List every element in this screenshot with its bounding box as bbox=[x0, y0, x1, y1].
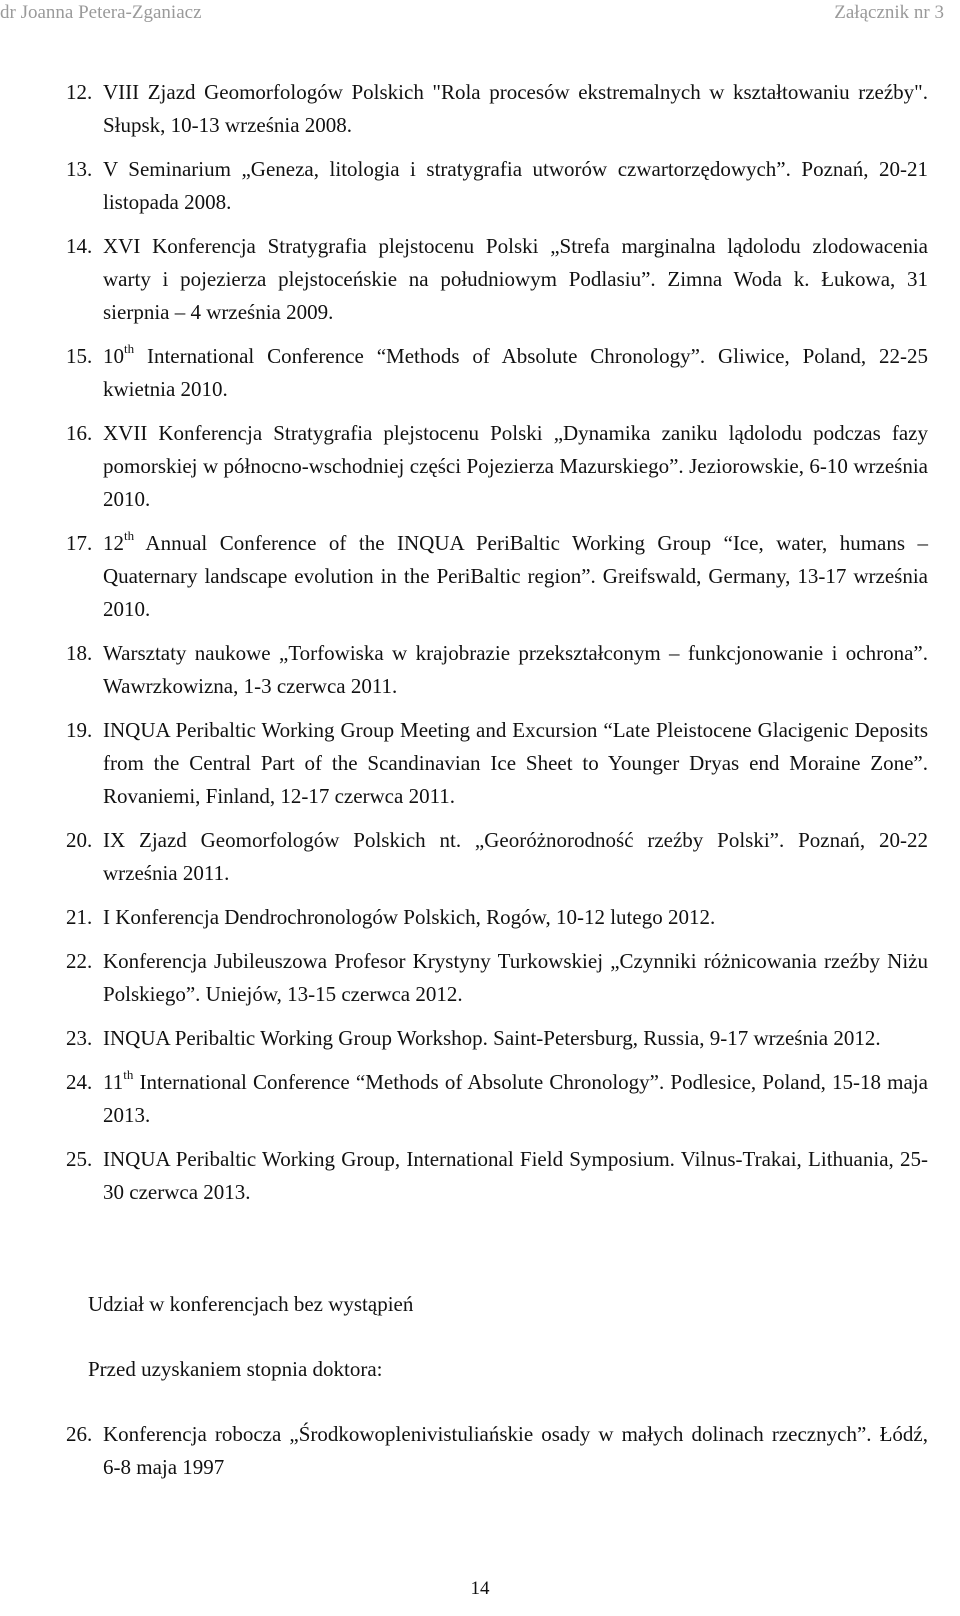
item-text-main: XVII Konferencja Stratygrafia plejstocenu Polski „Dynamika zaniku lądolodu podczas fazy pomorskiej w północno-wschodniej części Pojezierza Mazurskiego”. Jeziorowskie, 6-10 września 2010. bbox=[103, 421, 928, 511]
item-number: 21. bbox=[66, 905, 93, 929]
item-text-main: 12 bbox=[103, 531, 124, 555]
item-number: 17. bbox=[66, 531, 93, 555]
item-text-main: 11 bbox=[103, 1070, 124, 1094]
list-item bbox=[66, 340, 928, 406]
item-number: 14. bbox=[66, 234, 93, 258]
item-number: 13. bbox=[66, 157, 93, 181]
list-item bbox=[66, 1418, 928, 1484]
item-text-main: VIII Zjazd Geomorfologów Polskich "Rola procesów ekstremalnych w kształtowaniu rzeźby". Słupsk, 10-13 września 2008. bbox=[103, 80, 928, 137]
item-text bbox=[103, 945, 928, 1011]
list-item bbox=[66, 1066, 928, 1132]
section-heading-before-doctorate: Przed uzyskaniem stopnia doktora: bbox=[88, 1357, 383, 1381]
item-text bbox=[103, 824, 928, 890]
conference-list bbox=[66, 76, 928, 1220]
ordinal-suffix: th bbox=[124, 528, 135, 543]
list-item bbox=[66, 714, 928, 813]
item-text-main: Warsztaty naukowe „Torfowiska w krajobrazie przekształconym – funkcjonowanie i ochrona”. Wawrzkowizna, 1-3 czerwca 2011. bbox=[103, 641, 928, 698]
list-item bbox=[66, 1022, 928, 1055]
item-text bbox=[103, 527, 928, 626]
item-text-main: INQUA Peribaltic Working Group, International Field Symposium. Vilnus-Trakai, Lithuania, 25-30 czerwca 2013. bbox=[103, 1147, 928, 1204]
item-number: 19. bbox=[66, 718, 93, 742]
item-text bbox=[103, 153, 928, 219]
item-text bbox=[103, 76, 928, 142]
page-number: 14 bbox=[470, 1578, 490, 1599]
section-heading-no-talks: Udział w konferencjach bez wystąpień bbox=[88, 1292, 414, 1316]
item-text bbox=[103, 714, 928, 813]
item-text bbox=[103, 1022, 928, 1055]
ordinal-suffix: th bbox=[123, 1067, 134, 1082]
item-number: 25. bbox=[66, 1147, 93, 1171]
item-text bbox=[103, 417, 928, 516]
item-text-main: Konferencja Jubileuszowa Profesor Krystyny Turkowskiej „Czynniki różnicowania rzeźby Niżu Polskiego”. Uniejów, 13-15 czerwca 2012. bbox=[103, 949, 928, 1006]
item-text bbox=[103, 1418, 928, 1484]
item-text-rest: International Conference “Methods of Absolute Chronology”. Podlesice, Poland, 15-18 maja 2013. bbox=[103, 1070, 928, 1127]
list-item bbox=[66, 901, 928, 934]
item-number: 22. bbox=[66, 949, 93, 973]
list-item bbox=[66, 637, 928, 703]
item-text bbox=[103, 1066, 928, 1132]
item-number: 18. bbox=[66, 641, 93, 665]
item-text-main: XVI Konferencja Stratygrafia plejstocenu Polski „Strefa marginalna lądolodu zlodowacenia warty i pojezierza plejstoceńskie na południowym Podlasiu”. Zimna Woda k. Łukowa, 31 sierpnia – 4 września 2009. bbox=[103, 234, 928, 324]
item-text bbox=[103, 340, 928, 406]
item-text bbox=[103, 230, 928, 329]
item-text-main: INQUA Peribaltic Working Group Meeting and Excursion “Late Pleistocene Glacigenic Deposits from the Central Part of the Scandinavian Ice Sheet to Younger Dryas end Moraine Zone”. Rovaniemi, Finland, 12-17 czerwca 2011. bbox=[103, 718, 928, 808]
list-item bbox=[66, 945, 928, 1011]
ordinal-suffix: th bbox=[124, 341, 135, 356]
item-text bbox=[103, 1143, 928, 1209]
list-item bbox=[66, 1143, 928, 1209]
item-text-main: I Konferencja Dendrochronologów Polskich, Rogów, 10-12 lutego 2012. bbox=[103, 905, 716, 929]
page-header bbox=[0, 2, 960, 30]
item-text-main: 10 bbox=[103, 344, 124, 368]
list-item bbox=[66, 824, 928, 890]
item-text-main: INQUA Peribaltic Working Group Workshop. Saint-Petersburg, Russia, 9-17 września 2012. bbox=[103, 1026, 881, 1050]
list-item bbox=[66, 153, 928, 219]
item-text-rest: Annual Conference of the INQUA PeriBaltic Working Group “Ice, water, humans – Quaternary landscape evolution in the PeriBaltic region”. Greifswald, Germany, 13-17 września 2010. bbox=[103, 531, 928, 621]
list-item bbox=[66, 76, 928, 142]
item-number: 24. bbox=[66, 1070, 93, 1094]
list-item bbox=[66, 417, 928, 516]
item-number: 16. bbox=[66, 421, 93, 445]
item-text-main: IX Zjazd Geomorfologów Polskich nt. „Georóżnorodność rzeźby Polski”. Poznań, 20-22 września 2011. bbox=[103, 828, 928, 885]
item-text-main: V Seminarium „Geneza, litologia i stratygrafia utworów czwartorzędowych”. Poznań, 20-21 listopada 2008. bbox=[103, 157, 928, 214]
item-text-main: Konferencja robocza „Środkowoplenivistuliańskie osady w małych dolinach rzecznych”. Łódź, 6-8 maja 1997 bbox=[103, 1422, 928, 1479]
item-text bbox=[103, 901, 928, 934]
item-text bbox=[103, 637, 928, 703]
item-number: 26. bbox=[66, 1422, 93, 1446]
conference-list-early bbox=[66, 1418, 928, 1495]
list-item bbox=[66, 527, 928, 626]
item-number: 12. bbox=[66, 80, 93, 104]
header-annex: Załącznik nr 3 bbox=[834, 2, 944, 23]
item-text-rest: International Conference “Methods of Absolute Chronology”. Gliwice, Poland, 22-25 kwietnia 2010. bbox=[103, 344, 928, 401]
item-number: 20. bbox=[66, 828, 93, 852]
item-number: 23. bbox=[66, 1026, 93, 1050]
header-author: dr Joanna Petera-Zganiacz bbox=[0, 2, 202, 23]
item-number: 15. bbox=[66, 344, 93, 368]
list-item bbox=[66, 230, 928, 329]
